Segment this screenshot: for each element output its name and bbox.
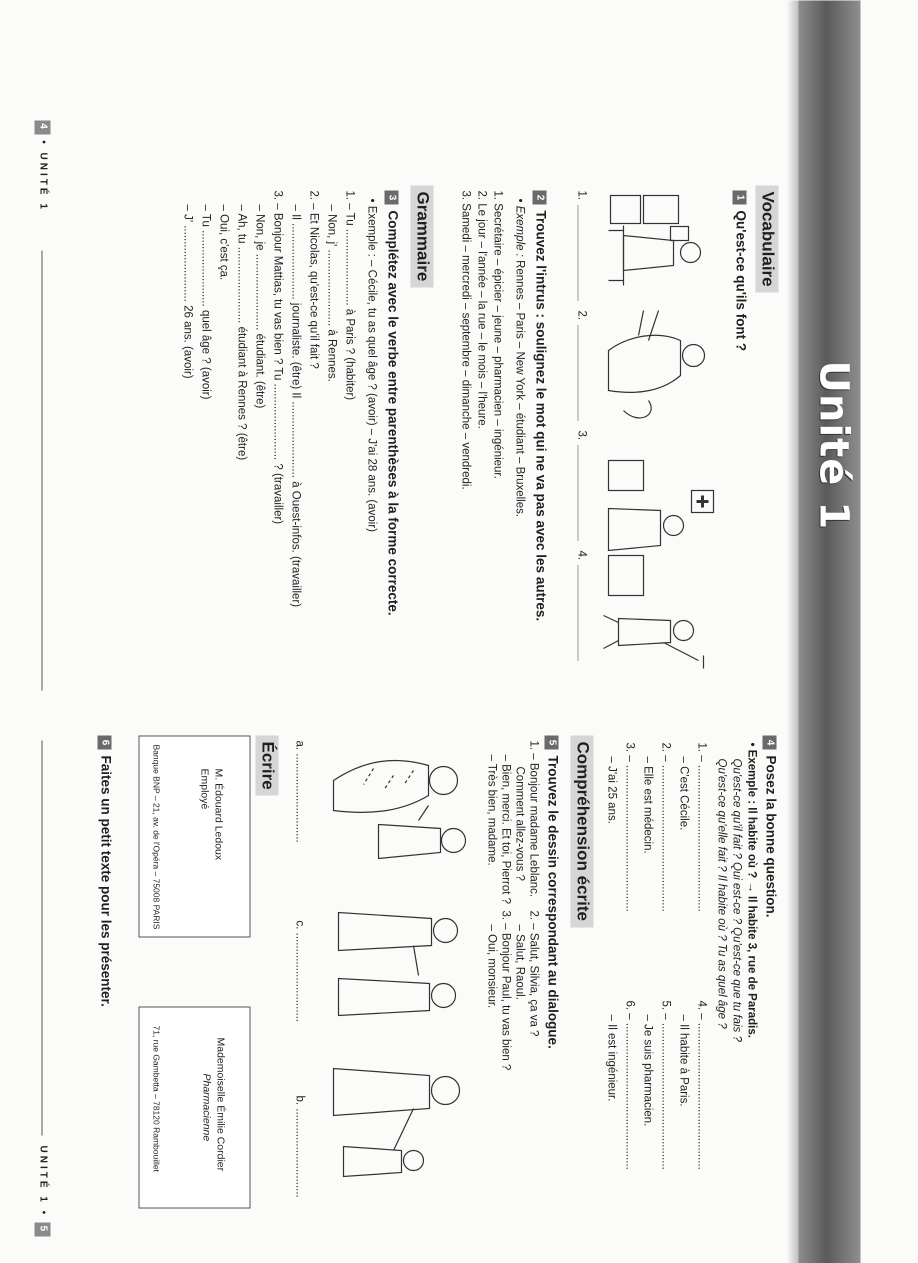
card-1-name: M. Édouard Ledoux <box>212 768 224 860</box>
exercise-4-example-3: Qu'est-ce qu'elle fait ? Il habite où ? Tu as quel âge ? <box>715 758 727 1029</box>
exercise-1-answer-line-4[interactable] <box>577 565 578 660</box>
exercise-2-instruction <box>532 190 548 621</box>
exercise-5-text: Trouvez le dessin correspondant au dialogue. <box>545 755 560 1049</box>
exercise-3-line-9[interactable]: – Tu ........................ quel âge ? (avoir) <box>199 204 211 399</box>
exercise-2-example: • Exemple : Rennes – Paris – New York – étudiant – Bruxelles. <box>513 198 525 517</box>
dialogue-1-line-2: Comment allez-vous ? <box>513 766 525 881</box>
business-card-2 <box>138 1006 250 1208</box>
exercise-1-number: 1 <box>732 190 746 204</box>
section-grammaire-heading: Grammaire <box>410 185 433 287</box>
dialogue-2-line-2: – Salut, Raoul. <box>513 924 525 1000</box>
drawing-label-c[interactable]: c. ............................ <box>293 920 305 1022</box>
illustration-two-adults-icon <box>338 912 457 1015</box>
footer-left-label: • UNITÉ 1 <box>37 139 48 212</box>
illustration-cook-icon <box>608 310 704 417</box>
exercise-2-item-2[interactable]: 2. Le jour – l'année – la rue – le mois – l'heure. <box>475 190 487 429</box>
exercise-4-answer-4: – Il habite à Paris. <box>677 1014 689 1107</box>
footer-left <box>34 120 50 211</box>
exercise-4-question-1[interactable]: 1. – .............................................. <box>695 742 707 912</box>
footer-right-label: UNITÉ 1 • <box>37 1145 48 1217</box>
exercise-4-answer-6: – Il est ingénieur. <box>605 1014 617 1101</box>
exercise-4-question-5[interactable]: 5. – .............................................. <box>659 1000 671 1170</box>
exercise-3-number: 3 <box>384 190 398 204</box>
exercise-2-item-3[interactable]: 3. Samedi – mercredi – septembre – dimanche – vendredi. <box>459 190 471 490</box>
exercise-1-blank-1: 1. <box>575 190 587 200</box>
section-comprehension-heading: Compréhension écrite <box>570 735 593 927</box>
exercise-3-instruction <box>384 190 400 615</box>
exercise-4-answer-2: – Elle est médecin. <box>641 756 653 854</box>
card-1-address: Banque BNP – 21, av. de l'Opéra – 75008 PARIS <box>151 744 161 929</box>
section-ecrire-heading: Écrire <box>255 735 278 795</box>
exercise-4-answer-3: – J'ai 25 ans. <box>605 756 617 824</box>
exercise-1-answer-line-3[interactable] <box>577 445 578 540</box>
exercise-3-line-1[interactable]: 1. – Tu ........................ à Paris ? (habiter) <box>343 190 355 400</box>
exercise-5-illustrations <box>313 740 473 1210</box>
exercise-3-line-2[interactable]: – Non, j' ........................ à Rennes. <box>325 204 337 382</box>
illustration-pharmacist-icon <box>608 460 713 595</box>
business-card-1 <box>138 735 250 937</box>
card-2-job: Pharmacienne <box>200 1073 212 1141</box>
exercise-3-example: • Exemple : – Cécile, tu as quel âge ? (avoir) – J'ai 28 ans. (avoir) <box>365 198 377 532</box>
illustration-office-worker-icon <box>608 195 700 285</box>
exercise-4-question-2[interactable]: 2. – .............................................. <box>659 742 671 912</box>
example-text: Rennes – Paris – New York – étudiant – Bruxelles. <box>513 259 525 517</box>
footer-left-rule <box>41 250 42 690</box>
exercise-3-text: Complétez avec le verbe entre parenthèses à la forme correcte. <box>385 210 400 616</box>
card-1-job: Employé <box>198 768 210 809</box>
exercise-3-line-10[interactable]: – J' ........................ 26 ans. (avoir) <box>181 204 193 379</box>
exercise-4-text: Posez la bonne question. <box>763 755 778 918</box>
example-label: Exemple : <box>513 205 525 257</box>
dialogue-2-line-1: 2. – Salut, Silvia, ça va ? <box>527 910 539 1036</box>
illustration-woman-and-boy-icon <box>333 760 465 858</box>
exercise-3-line-7[interactable]: – Ah, tu ........................ étudiant à Rennes ? (être) <box>235 204 247 460</box>
exercise-4-question-6[interactable]: 6. – .............................................. <box>623 1000 635 1170</box>
dialogue-3-line-2: – Oui, monsieur. <box>485 924 497 1008</box>
page-title: Unité 1 <box>810 360 856 530</box>
exercise-4-answer-5: – Je suis pharmacien. <box>641 1014 653 1126</box>
illustration-man-and-boy-icon <box>333 1068 459 1176</box>
exercise-3-line-3: 2. – Et Nicolas, qu'est-ce qu'il fait ? <box>307 190 319 369</box>
exercise-3-line-4[interactable]: – Il ........................ journaliste. (être) Il ........................ à Ouest-infos. (travailler) <box>289 204 301 607</box>
exercise-1-illustrations <box>598 190 718 670</box>
exercise-1-instruction <box>732 190 748 351</box>
header-band <box>798 0 860 1263</box>
exercise-3-line-5[interactable]: 3. – Bonjour Mattias, tu vas bien ? Tu ........................ ? (travailler) <box>271 190 283 524</box>
exercise-6-instruction <box>97 735 113 1006</box>
exercise-5-number: 5 <box>544 735 558 749</box>
exercise-3-line-6[interactable]: – Non, je ........................ étudiant. (être) <box>253 204 265 408</box>
exercise-4-example-2: Qu'est-ce qu'il fait ? Qui est-ce ? Qu'est-ce que tu fais ? <box>730 758 742 1042</box>
exercise-1-answer-line-1[interactable] <box>577 205 578 300</box>
dialogue-3-line-1: 3. – Bonjour Paul, tu vas bien ? <box>499 910 511 1070</box>
footer-right-rule <box>41 740 42 1135</box>
exercise-4-number: 4 <box>762 735 776 749</box>
exercise-1-answer-line-2[interactable] <box>577 325 578 420</box>
exercise-2-number: 2 <box>532 190 546 204</box>
illustration-waiter-icon <box>603 615 703 668</box>
card-2-name: Mademoiselle Émilie Cordier <box>214 1037 226 1171</box>
exercise-6-number: 6 <box>97 735 111 749</box>
exercise-2-item-1[interactable]: 1. Secrétaire – épicier – jeune – pharmacien – ingénieur. <box>491 190 503 479</box>
exercise-1-blank-4: 4. <box>575 550 587 560</box>
card-2-address: 71, rue Gambetta – 78120 Rambouillet <box>151 1025 161 1172</box>
section-vocabulaire-heading: Vocabulaire <box>755 185 778 292</box>
exercise-6-text: Faites un petit texte pour les présenter. <box>98 755 113 1007</box>
page-number-right: 5 <box>34 1222 50 1236</box>
exercise-5-instruction <box>544 735 560 1048</box>
dialogue-1-line-4: – Très bien, madame. <box>485 754 497 866</box>
exercise-2-text: Trouvez l'intrus : soulignez le mot qui ne va pas avec les autres. <box>533 210 548 621</box>
exercise-4-question-4[interactable]: 4. – .............................................. <box>695 1000 707 1170</box>
drawing-label-b[interactable]: b. ............................ <box>293 1095 305 1198</box>
exercise-4-instruction <box>762 735 778 917</box>
drawing-label-a[interactable]: a. ............................ <box>293 740 305 843</box>
exercise-3-line-8: – Oui, c'est ça. <box>217 204 229 280</box>
exercise-4-question-3[interactable]: 3. – .............................................. <box>623 742 635 912</box>
exercise-1-blank-2: 2. <box>575 310 587 320</box>
footer-right <box>34 1145 50 1236</box>
page-number-left: 4 <box>34 120 50 134</box>
dialogue-1-line-3: – Bien, merci. Et toi, Pierrot ? <box>499 754 511 904</box>
exercise-4-answer-1: – C'est Cécile. <box>677 756 689 830</box>
exercise-4-example: • Exemple : Il habite où ? → Il habite 3, rue de Paradis. <box>745 742 757 1038</box>
exercise-1-text: Qu'est-ce qu'ils font ? <box>733 210 748 351</box>
dialogue-1-line-1: 1. – Bonjour madame Leblanc. <box>527 740 539 897</box>
exercise-1-blank-3: 3. <box>575 430 587 440</box>
